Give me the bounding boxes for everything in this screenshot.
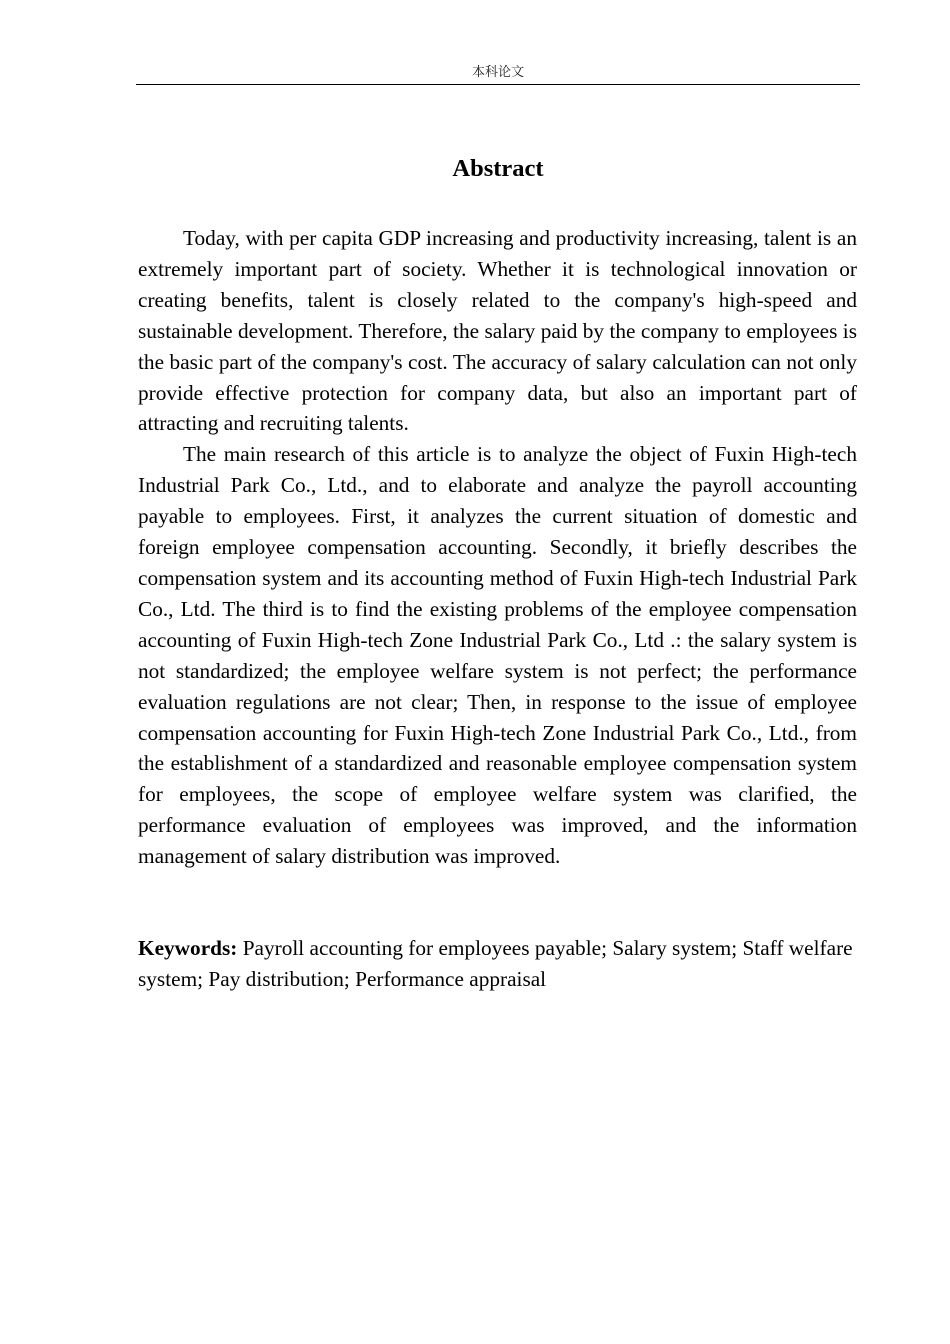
- keywords-text: Payroll accounting for employees payable; Salary system; Staff welfare system; Pay distribution; Performance appraisal: [138, 936, 853, 991]
- abstract-paragraph-1: Today, with per capita GDP increasing and productivity increasing, talent is an extremely important part of society. Whether it is technological innovation or creating benefits, talent is closely related to the company's high-speed and sustainable development. Therefore, the salary paid by the company to employees is the basic part of the company's cost. The accuracy of salary calculation can not only provide effective protection for company data, but also an important part of attracting and recruiting talents.: [138, 226, 857, 436]
- keywords-line: [138, 933, 857, 995]
- abstract-paragraph-2: The main research of this article is to analyze the object of Fuxin High-tech Industrial Park Co., Ltd., and to elaborate and analyze the payroll accounting payable to employees. First, it analyzes the current situation of domestic and foreign employee compensation accounting. Secondly, it briefly describes the compensation system and its accounting method of Fuxin High-tech Industrial Park Co., Ltd. The third is to find the existing problems of the employee compensation accounting of Fuxin High-tech Zone Industrial Park Co., Ltd .: the salary system is not standardized; the employee welfare system is not perfect; the performance evaluation regulations are not clear; Then, in response to the issue of employee compensation accounting for Fuxin High-tech Zone Industrial Park Co., Ltd., from the establishment of a standardized and reasonable employee compensation system for employees, the scope of employee welfare system was clarified, the performance evaluation of employees was improved, and the information management of salary distribution was improved.: [138, 442, 857, 869]
- abstract-title: Abstract: [452, 155, 544, 182]
- abstract-body: [138, 223, 857, 872]
- running-title: 本科论文: [471, 64, 524, 79]
- page-header: [136, 64, 860, 85]
- keywords-label: Keywords:: [138, 936, 238, 960]
